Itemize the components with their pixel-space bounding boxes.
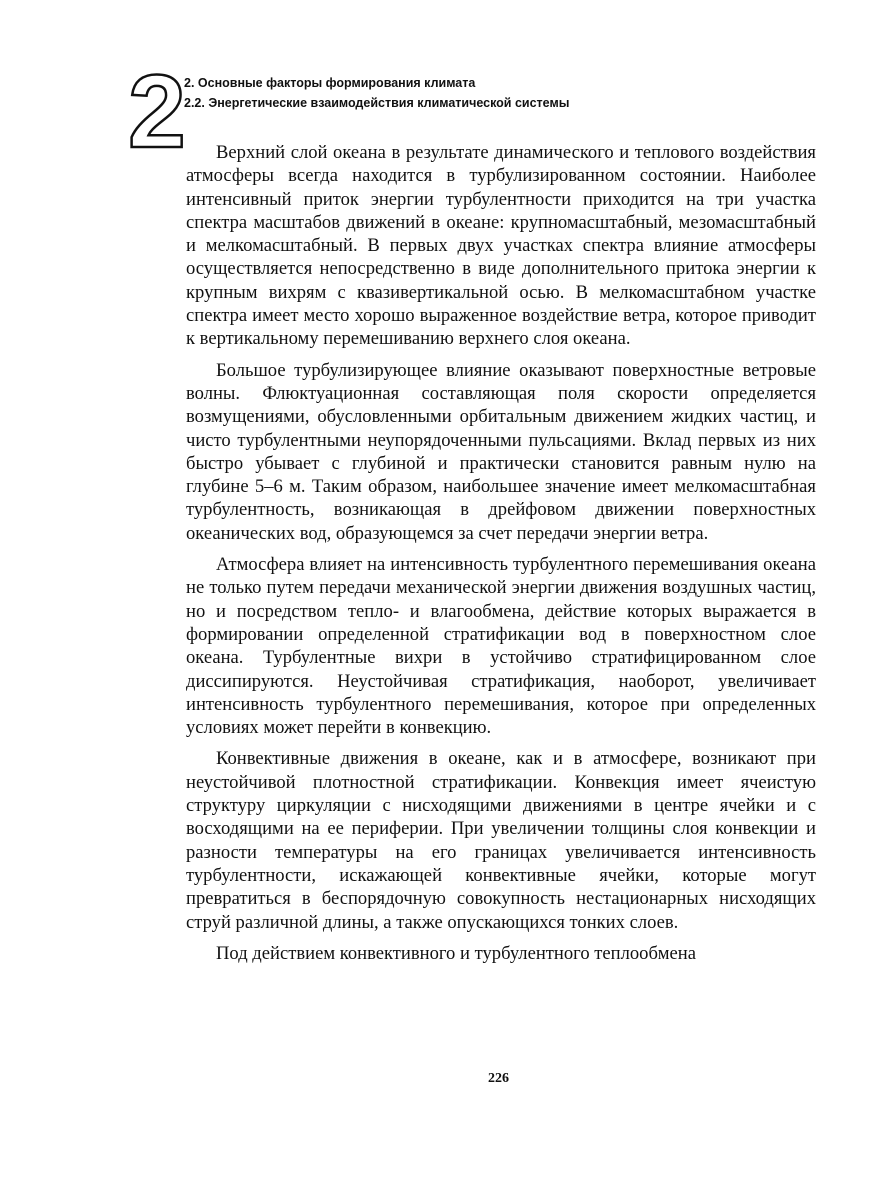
paragraph: Верхний слой океана в результате динамического и теплового воздействия атмосферы всегда находится в турбулизированном состоянии. Наиболее интенсивный приток энергии турбулентности приходится на три участка спектра масштабов движений в океане: крупномасштабный, мезомасштабный и мелкомасштабный. В первых двух участках спектра влияние атмосферы осуществляется непосредственно в виде дополнительного притока энергии к крупным вихрям с квазивертикальной осью. В мелкомасштабном участке спектра имеет место хорошо выраженное воздействие ветра, которое приводит к вертикальному перемешиванию верхнего слоя океана.: [186, 142, 816, 350]
chapter-title: 2. Основные факторы формирования климата: [184, 76, 476, 90]
paragraph: Большое турбулизирующее влияние оказывают поверхностные ветровые волны. Флюктуационная составляющая поля скорости определяется возмущениями, обусловленными орбитальным движением жидких частиц, и чисто турбулентными неупорядоченными пульсациями. Вклад первых из них быстро убывает с глубиной и практически становится равным нулю на глубине 5–6 м. Таким образом, наибольшее значение имеет мелкомасштабная турбулентность, возникающая в дрейфовом движении поверхностных океанических вод, образующемся за счет передачи энергии ветра.: [186, 359, 816, 544]
page-number: 226: [488, 1071, 509, 1086]
paragraph: Конвективные движения в океане, как и в атмосфере, возникают при неустойчивой плотностной стратификации. Конвекция имеет ячеистую структуру циркуляции с нисходящими движениями в центре ячейки и с восходящими на ее периферии. При увеличении толщины слоя конвекции и разности температуры на его границах увеличивается интенсивность турбулентности, искажающей конвективные ячейки, которые могут превратиться в беспорядочную совокупность нестационарных нисходящих струй различной длины, а также опускающихся тонких слоев.: [186, 748, 816, 933]
running-head: [184, 73, 569, 113]
section-title: 2.2. Энергетические взаимодействия климатической системы: [184, 96, 570, 110]
body-text: [186, 141, 816, 973]
chapter-number: 2: [128, 54, 186, 170]
paragraph: Атмосфера влияет на интенсивность турбулентного перемешивания океана не только путем передачи механической энергии движения воздушных частиц, но и посредством тепло- и влагообмена, действие которых выражается в формировании определенной стратификации вод в поверхностном слое океана. Турбулентные вихри в устойчиво стратифицированном слое диссипируются. Неустойчивая стратификация, наоборот, увеличивает интенсивность турбулентного перемешивания, которое при определенных условиях может перейти в конвекцию.: [186, 554, 816, 739]
paragraph: Под действием конвективного и турбулентного теплообмена: [216, 942, 696, 964]
